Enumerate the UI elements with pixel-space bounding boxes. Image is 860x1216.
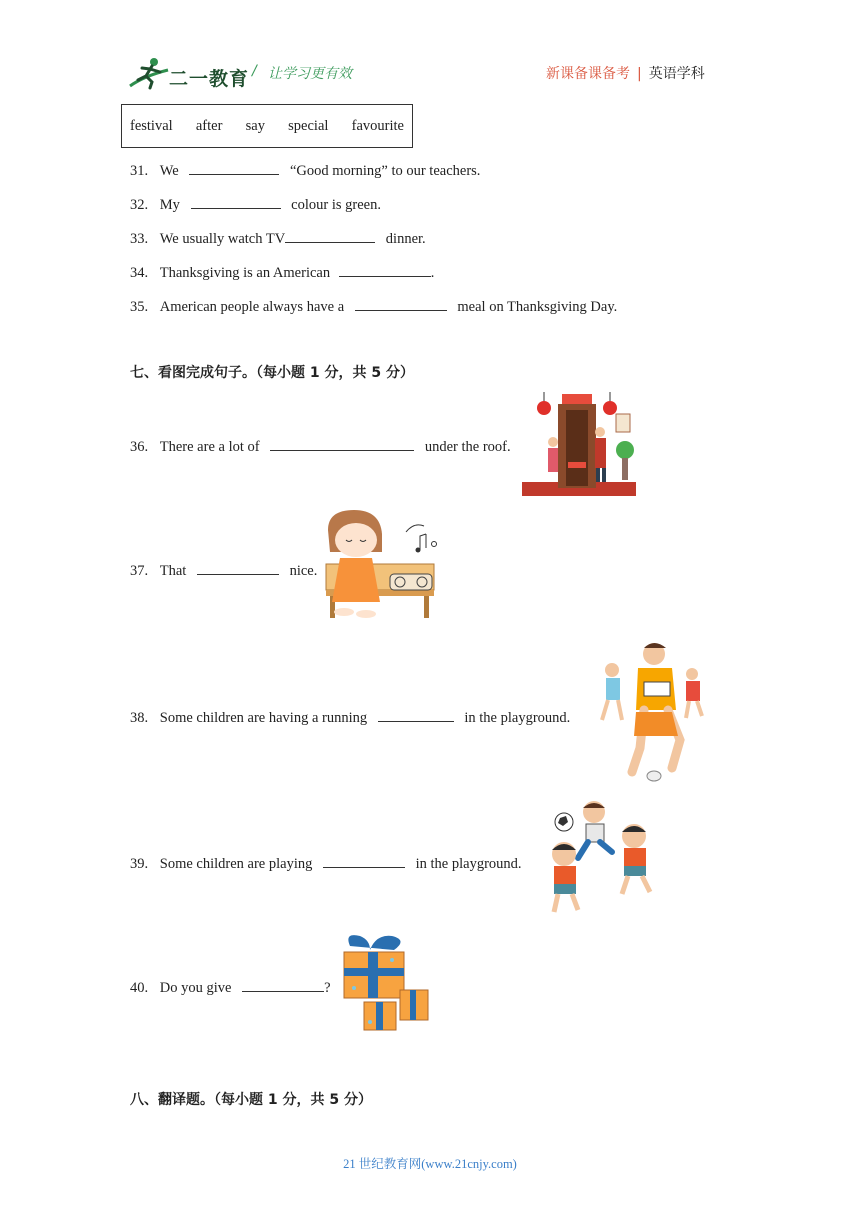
question-number: 38. [130,710,149,726]
question-text-after: “Good morning” to our teachers. [289,163,481,179]
slogan-separator: / [252,63,257,79]
question-number: 36. [130,439,149,455]
answer-blank[interactable] [355,296,447,311]
answer-blank[interactable] [189,160,279,175]
question-text-after: nice. [289,563,318,579]
question-text-after: meal on Thanksgiving Day. [457,299,618,315]
footer-website[interactable]: 21 世纪教育网(www.21cnjy.com) [343,1157,517,1171]
question-text-after: under the roof. [424,439,511,455]
lanterns-house-picture [522,392,636,496]
header-course-label: 新课备课备考 [546,66,630,82]
answer-blank[interactable] [242,977,324,992]
question-text-before: My [159,197,180,213]
word-bank-item: special [288,117,329,134]
question-text-before: American people always have a [159,299,345,315]
answer-blank[interactable] [270,436,414,451]
question-text-after: in the playground. [415,856,522,872]
question-text-after: in the playground. [464,710,571,726]
children-playing-football-picture [538,800,664,920]
gift-boxes-picture [340,932,432,1036]
question-32 [130,194,381,214]
word-bank-item: say [245,117,265,134]
question-number: 33. [130,231,149,247]
question-36 [130,436,511,456]
header-divider: | [637,66,642,82]
answer-blank[interactable] [191,194,281,209]
answer-blank[interactable] [323,853,405,868]
header [0,0,860,100]
header-subject-label: 英语学科 [648,66,705,82]
question-37 [130,560,317,580]
question-number: 32. [130,197,149,213]
word-bank-item: favourite [351,117,404,134]
question-text-after: . [430,265,435,281]
question-number: 37. [130,563,149,579]
running-race-picture [588,640,712,788]
answer-blank[interactable] [339,262,431,277]
question-number: 39. [130,856,149,872]
question-text-before: That [159,563,187,579]
runner-logo-icon [128,56,170,90]
answer-blank[interactable] [197,560,279,575]
question-number: 40. [130,980,149,996]
question-38 [130,707,570,727]
question-text-before: There are a lot of [159,439,260,455]
question-text-before: Thanksgiving is an American [159,265,331,281]
girl-listening-music-picture [322,508,442,624]
question-number: 31. [130,163,149,179]
section-7-heading: 七、看图完成句子。（每小题 1 分，共 5 分） [130,365,414,381]
answer-blank[interactable] [285,228,375,243]
slogan: 让学习更有效 [268,66,352,82]
question-text-after: ? [324,980,331,996]
question-number: 35. [130,299,149,315]
word-bank-item: after [195,117,223,134]
question-33 [130,228,426,248]
word-bank-item: festival [130,117,173,134]
question-text-before: Some children are playing [159,856,313,872]
question-31 [130,160,480,180]
answer-blank[interactable] [378,707,454,722]
word-bank-box [121,104,413,148]
question-text-before: We usually watch TV [159,231,286,247]
question-text-before: Some children are having a running [159,710,368,726]
logo-text: 二一教育 [169,68,250,90]
question-text-before: We [159,163,179,179]
question-number: 34. [130,265,149,281]
question-39 [130,853,522,873]
question-text-before: Do you give [159,980,232,996]
question-40 [130,977,331,997]
section-8-heading: 八、翻译题。（每小题 1 分，共 5 分） [130,1092,372,1108]
question-text-after: colour is green. [291,197,381,213]
question-34 [130,262,434,282]
header-subject [546,63,705,83]
question-text-after: dinner. [385,231,426,247]
question-35 [130,296,617,316]
